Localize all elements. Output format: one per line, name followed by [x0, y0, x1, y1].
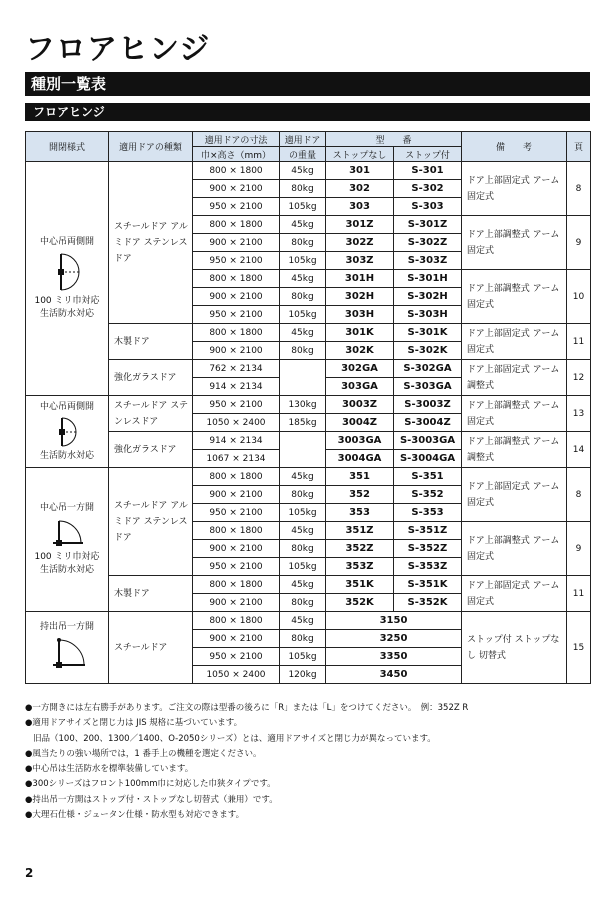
weight-cell: 120kg — [280, 666, 326, 684]
open-style-note: 100 ミリ巾対応 — [34, 296, 100, 306]
size-cell: 800 × 1800 — [193, 162, 280, 180]
remarks-cell: ドア上部固定式 アーム固定式 — [462, 324, 567, 360]
model-cell: 3150 — [326, 612, 462, 630]
open-style-label: 中心吊両側開 — [39, 401, 94, 412]
door-type-cell: 強化ガラスドア — [109, 360, 193, 396]
weight-cell: 105kg — [280, 504, 326, 522]
size-cell: 900 × 2100 — [193, 540, 280, 558]
model-cell: 3350 — [326, 648, 462, 666]
double-swing-icon — [47, 252, 87, 292]
model-nostop-cell: 302H — [326, 288, 394, 306]
model-nostop-cell: 352K — [326, 594, 394, 612]
size-cell: 800 × 1800 — [193, 522, 280, 540]
section-header: 種別一覧表 — [25, 72, 590, 96]
model-stop-cell: S-3003Z — [394, 396, 462, 414]
size-cell: 950 × 2100 — [193, 198, 280, 216]
weight-cell: 45kg — [280, 216, 326, 234]
size-cell: 900 × 2100 — [193, 486, 280, 504]
size-cell: 950 × 2100 — [193, 396, 280, 414]
page-cell: 14 — [567, 432, 591, 468]
weight-cell: 45kg — [280, 522, 326, 540]
weight-cell: 80kg — [280, 486, 326, 504]
table-row — [26, 468, 591, 486]
model-stop-cell: S-351 — [394, 468, 462, 486]
page-cell: 9 — [567, 216, 591, 270]
model-nostop-cell: 301 — [326, 162, 394, 180]
size-cell: 900 × 2100 — [193, 594, 280, 612]
weight-cell: 80kg — [280, 540, 326, 558]
weight-cell: 185kg — [280, 414, 326, 432]
size-cell: 800 × 1800 — [193, 324, 280, 342]
header-size-top: 適用ドアの寸法 — [193, 132, 280, 147]
weight-cell: 45kg — [280, 162, 326, 180]
page-cell: 12 — [567, 360, 591, 396]
weight-cell: 80kg — [280, 180, 326, 198]
weight-cell — [280, 432, 326, 468]
open-style-note: 100 ミリ巾対応 — [34, 552, 100, 562]
model-cell: 3450 — [326, 666, 462, 684]
model-stop-cell: S-301H — [394, 270, 462, 288]
table-row — [26, 360, 591, 378]
model-nostop-cell: 353 — [326, 504, 394, 522]
model-stop-cell: S-302K — [394, 342, 462, 360]
weight-cell: 80kg — [280, 234, 326, 252]
model-stop-cell: S-302H — [394, 288, 462, 306]
remarks-cell: ストップ付 ストップなし 切替式 — [462, 612, 567, 684]
weight-cell: 80kg — [280, 594, 326, 612]
model-nostop-cell: 302GA — [326, 360, 394, 378]
model-stop-cell: S-303H — [394, 306, 462, 324]
model-stop-cell: S-3004Z — [394, 414, 462, 432]
door-type-cell: スチールドア ステンレスドア — [109, 396, 193, 432]
remarks-cell: ドア上部調整式 アーム固定式 — [462, 522, 567, 576]
header-weight-bottom: の重量 — [280, 147, 326, 162]
weight-cell: 80kg — [280, 630, 326, 648]
product-table — [25, 131, 591, 684]
header-remarks: 備 考 — [462, 132, 567, 162]
note-item: ●一方開きには左右勝手があります。ご注文の際は型番の後ろに「R」または「L」をつけてください。 例：352Z R — [25, 703, 469, 713]
model-stop-cell: S-3003GA — [394, 432, 462, 450]
page-title: フロアヒンジ — [25, 32, 211, 67]
weight-cell: 105kg — [280, 252, 326, 270]
page-number: 2 — [25, 866, 34, 880]
model-nostop-cell: 351 — [326, 468, 394, 486]
weight-cell: 130kg — [280, 396, 326, 414]
header-model-stop: ストップ付 — [394, 147, 462, 162]
weight-cell: 45kg — [280, 270, 326, 288]
weight-cell: 80kg — [280, 342, 326, 360]
table-row — [26, 162, 591, 180]
note-item: ●適用ドアサイズと閉じ力は JIS 規格に基づいています。 — [25, 718, 243, 729]
size-cell: 800 × 1800 — [193, 270, 280, 288]
page-cell: 13 — [567, 396, 591, 432]
model-stop-cell: S-352Z — [394, 540, 462, 558]
note-item: ●風当たりの強い場所では，1 番手上の機種を選定ください。 — [25, 748, 262, 759]
door-type-cell: 木製ドア — [109, 324, 193, 360]
model-stop-cell: S-353 — [394, 504, 462, 522]
model-nostop-cell: 301Z — [326, 216, 394, 234]
page-cell: 9 — [567, 522, 591, 576]
model-nostop-cell: 352 — [326, 486, 394, 504]
note-item: ●中心吊は生活防水を標準装備しています。 — [25, 764, 194, 775]
remarks-cell: ドア上部固定式 アーム固定式 — [462, 468, 567, 522]
size-cell: 800 × 1800 — [193, 576, 280, 594]
size-cell: 900 × 2100 — [193, 342, 280, 360]
weight-cell: 45kg — [280, 324, 326, 342]
open-style-label: 中心吊両側開 — [39, 237, 94, 247]
model-nostop-cell: 351K — [326, 576, 394, 594]
page-cell: 8 — [567, 468, 591, 522]
size-cell: 950 × 2100 — [193, 558, 280, 576]
table-row — [26, 396, 591, 414]
note-item: ●大理石仕様・ジュータン仕様・防水型も対応できます。 — [25, 810, 245, 821]
model-nostop-cell: 351Z — [326, 522, 394, 540]
open-style-label: 持出吊一方開 — [39, 622, 94, 632]
model-stop-cell: S-301 — [394, 162, 462, 180]
page-cell: 8 — [567, 162, 591, 216]
size-cell: 1050 × 2400 — [193, 414, 280, 432]
model-nostop-cell: 303Z — [326, 252, 394, 270]
size-cell: 800 × 1800 — [193, 216, 280, 234]
model-stop-cell: S-353Z — [394, 558, 462, 576]
model-nostop-cell: 3003GA — [326, 432, 394, 450]
door-type-cell: スチールドア アルミドア ステンレスドア — [109, 162, 193, 324]
size-cell: 800 × 1800 — [193, 612, 280, 630]
header-weight-top: 適用ドア — [280, 132, 326, 147]
model-stop-cell: S-352 — [394, 486, 462, 504]
size-cell: 900 × 2100 — [193, 180, 280, 198]
remarks-cell: ドア上部固定式 アーム調整式 — [462, 360, 567, 396]
open-style-note: 生活防水対応 — [39, 565, 94, 575]
page-cell: 11 — [567, 576, 591, 612]
weight-cell: 105kg — [280, 648, 326, 666]
open-style-cell — [26, 162, 109, 396]
weight-cell: 45kg — [280, 468, 326, 486]
offset-swing-icon — [47, 637, 87, 671]
model-nostop-cell: 352Z — [326, 540, 394, 558]
table-row — [26, 612, 591, 630]
open-style-cell — [26, 396, 109, 468]
open-style-note: 生活防水対応 — [39, 450, 94, 461]
model-stop-cell: S-3004GA — [394, 450, 462, 468]
model-cell: 3250 — [326, 630, 462, 648]
header-size-bottom: 巾×高さ（mm） — [193, 147, 280, 162]
model-stop-cell: S-352K — [394, 594, 462, 612]
open-style-note: 生活防水対応 — [39, 309, 94, 319]
model-nostop-cell: 303H — [326, 306, 394, 324]
size-cell: 950 × 2100 — [193, 504, 280, 522]
open-style-cell — [26, 468, 109, 612]
size-cell: 762 × 2134 — [193, 360, 280, 378]
door-type-cell: 強化ガラスドア — [109, 432, 193, 468]
model-nostop-cell: 303 — [326, 198, 394, 216]
model-nostop-cell: 3004GA — [326, 450, 394, 468]
notes — [25, 701, 468, 823]
size-cell: 800 × 1800 — [193, 468, 280, 486]
page-cell: 15 — [567, 612, 591, 684]
model-stop-cell: S-351K — [394, 576, 462, 594]
model-stop-cell: S-302Z — [394, 234, 462, 252]
model-stop-cell: S-303 — [394, 198, 462, 216]
model-stop-cell: S-351Z — [394, 522, 462, 540]
model-stop-cell: S-303GA — [394, 378, 462, 396]
model-stop-cell: S-302 — [394, 180, 462, 198]
model-stop-cell: S-301Z — [394, 216, 462, 234]
note-item: 旧品（100、200、1300／1400、O-2050シリーズ）とは、適用ドアサイズと閉じ力が異なっています。 — [33, 733, 436, 744]
size-cell: 914 × 2134 — [193, 432, 280, 450]
model-nostop-cell: 303GA — [326, 378, 394, 396]
size-cell: 950 × 2100 — [193, 252, 280, 270]
size-cell: 900 × 2100 — [193, 288, 280, 306]
open-style-label: 中心吊一方開 — [39, 503, 94, 513]
weight-cell: 105kg — [280, 198, 326, 216]
remarks-cell: ドア上部調整式 アーム固定式 — [462, 396, 567, 432]
weight-cell: 45kg — [280, 612, 326, 630]
size-cell: 900 × 2100 — [193, 234, 280, 252]
weight-cell: 80kg — [280, 288, 326, 306]
open-style-cell — [26, 612, 109, 684]
header-model-nostop: ストップなし — [326, 147, 394, 162]
size-cell: 1067 × 2134 — [193, 450, 280, 468]
note-item: ●持出吊一方開はストップ付・ストップなし切替式（兼用）です。 — [25, 794, 278, 805]
size-cell: 950 × 2100 — [193, 306, 280, 324]
model-stop-cell: S-302GA — [394, 360, 462, 378]
header-page: 頁 — [567, 132, 591, 162]
single-swing-icon — [47, 518, 87, 548]
weight-cell: 45kg — [280, 576, 326, 594]
size-cell: 1050 × 2400 — [193, 666, 280, 684]
weight-cell: 105kg — [280, 558, 326, 576]
model-nostop-cell: 301H — [326, 270, 394, 288]
model-nostop-cell: 3004Z — [326, 414, 394, 432]
header-open-style: 開閉様式 — [26, 132, 109, 162]
remarks-cell: ドア上部固定式 アーム固定式 — [462, 576, 567, 612]
remarks-cell: ドア上部調整式 アーム調整式 — [462, 432, 567, 468]
remarks-cell: ドア上部調整式 アーム固定式 — [462, 216, 567, 270]
remarks-cell: ドア上部調整式 アーム固定式 — [462, 270, 567, 324]
door-type-cell: スチールドア アルミドア ステンレスドア — [109, 468, 193, 576]
model-stop-cell: S-301K — [394, 324, 462, 342]
weight-cell — [280, 360, 326, 396]
door-type-cell: スチールドア — [109, 612, 193, 684]
model-nostop-cell: 301K — [326, 324, 394, 342]
header-model: 型 番 — [326, 132, 462, 147]
header-door-type: 適用ドアの種類 — [109, 132, 193, 162]
model-nostop-cell: 302K — [326, 342, 394, 360]
door-type-cell: 木製ドア — [109, 576, 193, 612]
size-cell: 914 × 2134 — [193, 378, 280, 396]
size-cell: 900 × 2100 — [193, 630, 280, 648]
note-item: ●300シリーズはフロント100mm巾に対応した巾狭タイプです。 — [25, 779, 276, 790]
page-cell: 11 — [567, 324, 591, 360]
model-nostop-cell: 353Z — [326, 558, 394, 576]
table-row — [26, 324, 591, 342]
weight-cell: 105kg — [280, 306, 326, 324]
table-row — [26, 432, 591, 450]
page-cell: 10 — [567, 270, 591, 324]
subsection-header: フロアヒンジ — [25, 103, 590, 121]
model-nostop-cell: 3003Z — [326, 396, 394, 414]
model-nostop-cell: 302Z — [326, 234, 394, 252]
double-swing-icon — [50, 417, 84, 447]
model-nostop-cell: 302 — [326, 180, 394, 198]
model-stop-cell: S-303Z — [394, 252, 462, 270]
table-row — [26, 576, 591, 594]
size-cell: 950 × 2100 — [193, 648, 280, 666]
remarks-cell: ドア上部固定式 アーム固定式 — [462, 162, 567, 216]
